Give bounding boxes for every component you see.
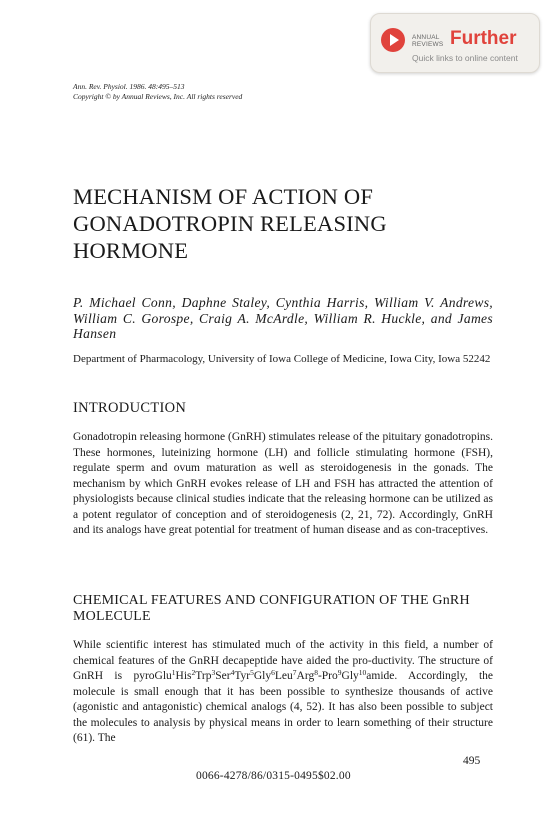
annual-label: ANNUAL: [412, 34, 440, 41]
price-code: 0066-4278/86/0315-0495$02.00: [196, 770, 351, 782]
article-title: MECHANISM OF ACTION OF GONADOTROPIN RELEASING HORMONE: [73, 184, 387, 263]
residue-position: 4: [230, 668, 235, 677]
annual-reviews-further-badge[interactable]: [370, 13, 540, 73]
residue-name: Leu: [274, 670, 293, 682]
residue-position: 3: [211, 668, 216, 677]
copyright-line: Copyright © by Annual Reviews, Inc. All rights reserved: [73, 92, 243, 101]
residue-name: pyroGlu: [133, 670, 172, 682]
residue-name: Trp: [195, 670, 212, 682]
residue-position: 1: [171, 668, 176, 677]
residue-name: Tyr: [234, 670, 251, 682]
residue-position: 2: [191, 668, 196, 677]
reviews-label: REVIEWS: [412, 41, 444, 48]
residue-name: His: [175, 670, 192, 682]
play-circle-icon: [381, 28, 405, 52]
residue-position: 8: [314, 668, 318, 677]
chemical-features-paragraph: [73, 638, 493, 747]
residue-position: 6: [271, 668, 275, 677]
affiliation: Department of Pharmacology, University of Iowa College of Medicine, Iowa City, Iowa 52242: [73, 353, 491, 365]
residue-name: -Pro: [317, 670, 338, 682]
residue-name: Gly: [253, 670, 272, 682]
paragraph-text: . Accordingly, the molecule is small enough that it has been possible to synthesize thousands of active (agonistic and antagonistic) chemical analogs (4, 52). It has also been possible to subject the molecules to analysis by physical means in order to learn something of their structure (61). The: [73, 670, 494, 744]
residue-position: 5: [250, 668, 254, 677]
page-number: 495: [463, 755, 481, 767]
residue-position: 10: [358, 668, 367, 677]
sequence-end: amide: [366, 670, 395, 682]
residue-name: Arg: [296, 670, 315, 682]
residue-position: 7: [292, 668, 297, 677]
gnrh-sequence: [133, 670, 366, 682]
journal-citation: Ann. Rev. Physiol. 1986. 48:495–513: [73, 82, 185, 91]
journal-citation-block: [73, 82, 242, 102]
residue-position: 9: [337, 668, 342, 677]
quick-links-label[interactable]: Quick links to online content: [412, 53, 518, 63]
chemical-features-heading: CHEMICAL FEATURES AND CONFIGURATION OF THE GnRH MOLECULE: [73, 593, 470, 624]
introduction-paragraph: Gonadotropin releasing hormone (GnRH) stimulates release of the pituitary gonadotropins. These hormones, luteinizing hormone (LH) and follicle stimulating hormone (FSH), regulate sperm and ovum maturation as well as steroidogenesis in the gonads. The mechanism by which GnRH evokes release of LH and FSH has attracted the attention of physiologists because clinical studies indicate that the releasing hormone can be utilized as a potent regulator of conception and of steroidogenesis (2, 21, 72). Accordingly, GnRH and its analogs have great potential for treatment of human disease and as con-traceptives.: [73, 431, 493, 536]
residue-name: Gly: [341, 670, 359, 682]
further-label: Further: [450, 28, 517, 49]
introduction-heading: INTRODUCTION: [73, 400, 187, 416]
residue-name: Ser: [215, 670, 231, 682]
annual-reviews-logo: [412, 34, 443, 48]
author-list: P. Michael Conn, Daphne Staley, Cynthia Harris, William V. Andrews, William C. Gorospe, Craig A. McArdle, William R. Huckle, and James Hansen: [73, 295, 493, 341]
paragraph-text: While scientific interest has stimulated much of the activity in this field, a number of chemical features of the GnRH decapeptide have aided the pro-ductivity. The structure of GnRH is: [73, 639, 493, 682]
